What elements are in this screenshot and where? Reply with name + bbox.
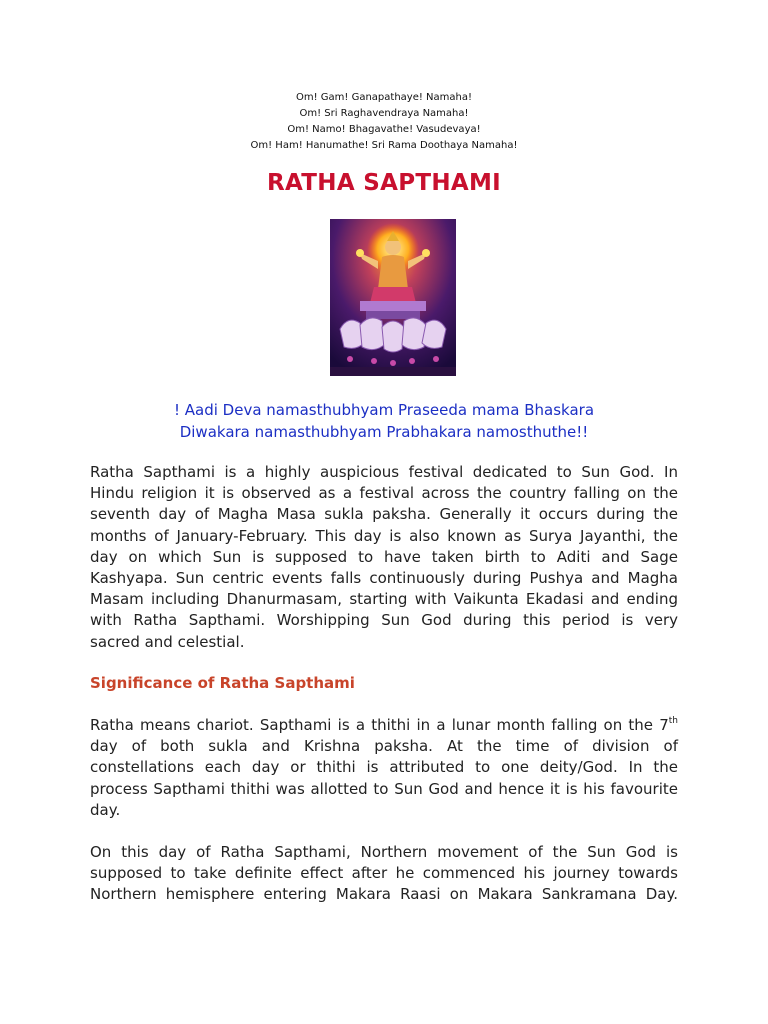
shloka-block [0,399,768,443]
surya-deity-image [330,219,456,376]
paragraph-line: constellations each day or thithi is attributed to one deity/God. In the [90,758,678,777]
paragraph-line: seventh day of Magha Masa sukla paksha. Generally it occurs during the [90,505,678,524]
invocation-line: Om! Gam! Ganapathaye! Namaha! [295,92,473,103]
paragraph-line: Ratha Sapthami is a highly auspicious festival dedicated to Sun God. In [90,463,678,481]
paragraph-line: supposed to take definite effect after he commenced his journey towards [90,864,678,883]
superscript: th [668,716,678,726]
paragraph-line: On this day of Ratha Sapthami, Northern movement of the Sun God is [90,843,678,861]
paragraph-line: day. [90,800,121,819]
shloka-line: ! Aadi Deva namasthubhyam Praseeda mama Bhaskara [173,401,595,419]
paragraph-line: Northern hemisphere entering Makara Raasi on Makara Sankramana Day. [90,885,678,904]
page-title: RATHA SAPTHAMI [266,170,502,196]
paragraph-line: Hindu religion it is observed as a festival across the country falling on the [90,484,678,503]
paragraph-line: Kashyapa. Sun centric events falls continuously during Pushya and Magha [90,569,678,588]
northern-movement-paragraph [90,842,678,906]
paragraph-line: day of both sukla and Krishna paksha. At the time of division of [90,737,678,756]
paragraph-line: process Sapthami thithi was allotted to Sun God and hence it is his favourite [90,779,678,798]
paragraph-line: months of January-February. This day is also known as Surya Jayanthi, the [90,526,678,545]
section-heading: Significance of Ratha Sapthami [90,674,355,692]
paragraph-line: sacred and celestial. [90,632,245,651]
paragraph-line-text: Ratha means chariot. Sapthami is a thithi in a lunar month falling on the 7 [90,716,669,734]
invocation-line: Om! Sri Raghavendraya Namaha! [299,108,469,119]
paragraph-line: Masam including Dhanurmasam, starting with Vaikunta Ekadasi and ending [90,590,678,609]
shloka-line: Diwakara namasthubhyam Prabhakara namosthuthe!! [179,423,589,441]
invocation-line: Om! Ham! Hanumathe! Sri Rama Doothaya Namaha! [250,140,518,151]
invocation-line: Om! Namo! Bhagavathe! Vasudevaya! [287,124,481,135]
significance-paragraph [90,715,678,821]
paragraph-line: day on which Sun is supposed to have taken birth to Aditi and Sage [90,547,678,566]
intro-paragraph [90,462,678,653]
paragraph-line [90,715,678,736]
paragraph-line: with Ratha Sapthami. Worshipping Sun God during this period is very [90,611,678,630]
invocations-block [0,90,768,154]
